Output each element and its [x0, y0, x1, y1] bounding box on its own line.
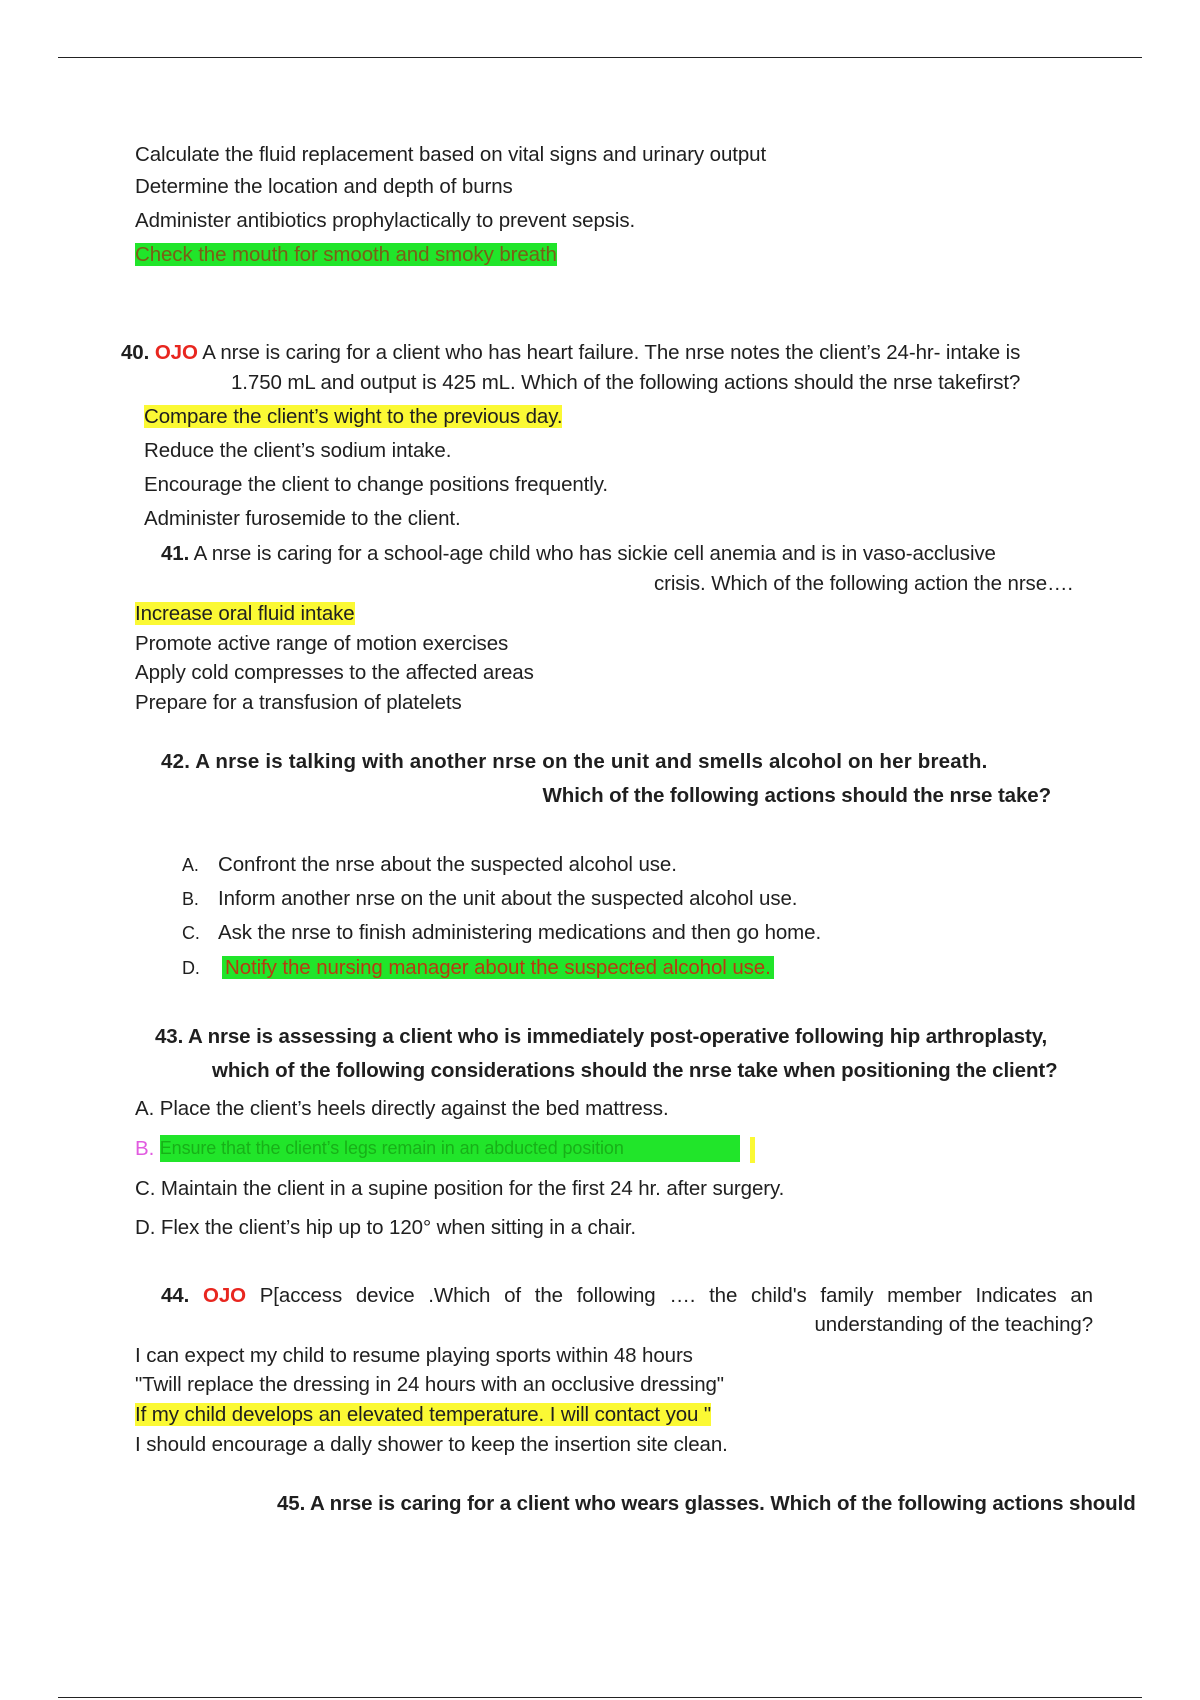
q44-option-b: "Twill replace the dressing in 24 hours with an occlusive dressing"	[135, 1373, 724, 1396]
q41-stem-line1	[161, 540, 996, 567]
ojo-tag: OJO	[154, 341, 198, 364]
answer-highlight: If my child develops an elevated temperature. I will contact you "	[135, 1403, 712, 1426]
q42-stem-line1: 42. A nrse is talking with another nrse on the unit and smells alcohol on her breath.	[161, 750, 988, 773]
q42-option-c	[182, 919, 821, 947]
q40-stem-line1	[121, 339, 1020, 366]
option-text: Confront the nrse about the suspected alcohol use.	[218, 853, 677, 876]
q44-option-d: I should encourage a dally shower to keep the insertion site clean.	[135, 1433, 728, 1456]
q43-option-b-answer	[135, 1135, 755, 1163]
option-letter: B.	[182, 889, 199, 909]
option-letter: A.	[182, 855, 199, 875]
q40-stem-line2: 1.750 mL and output is 425 mL. Which of the following actions should the nrse takefirst?	[231, 371, 1021, 394]
q40-option-d: Administer furosemide to the client.	[144, 507, 461, 530]
q44-option-c-answer	[135, 1401, 711, 1428]
top-rule	[58, 57, 1142, 58]
q39-option-c: Administer antibiotics prophylactically to prevent sepsis.	[135, 209, 636, 232]
question-text: A nrse is caring for a client who has heart failure. The nrse notes the client’s 24-hr- intake is	[202, 341, 1021, 364]
ojo-tag: OJO	[202, 1284, 246, 1307]
q42-option-a	[182, 851, 677, 879]
q44-option-a: I can expect my child to resume playing sports within 48 hours	[135, 1344, 693, 1367]
q40-option-c: Encourage the client to change positions frequently.	[144, 473, 608, 496]
question-number: 40.	[121, 341, 150, 364]
question-text: P[access device .Which of the following …. the child's family member Indicates an	[259, 1284, 1093, 1307]
option-letter: C.	[182, 923, 200, 943]
q43-option-a: A. Place the client’s heels directly against the bed mattress.	[135, 1097, 669, 1120]
q40-option-a-answer	[144, 403, 562, 430]
answer-highlight: Ensure that the client’s legs remain in an abducted position	[160, 1135, 740, 1162]
q45-stem-line1: 45. A nrse is caring for a client who wears glasses. Which of the following actions should	[277, 1492, 1136, 1515]
answer-highlight: Increase oral fluid intake	[135, 602, 355, 625]
option-text: Ask the nrse to finish administering medications and then go home.	[218, 921, 822, 944]
q43-option-d: D. Flex the client’s hip up to 120° when sitting in a chair.	[135, 1216, 636, 1239]
q43-stem-line1: 43. A nrse is assessing a client who is immediately post-operative following hip arthroplasty,	[155, 1025, 1048, 1048]
q44-stem-line1	[161, 1282, 1093, 1309]
q43-option-c: C. Maintain the client in a supine position for the first 24 hr. after surgery.	[135, 1177, 785, 1200]
q42-option-d-answer	[182, 954, 774, 982]
q42-stem-line2: Which of the following actions should the nrse take?	[542, 784, 1051, 807]
question-text: A nrse is caring for a school-age child who has sickie cell anemia and is in vaso-acclusive	[193, 542, 996, 565]
answer-highlight: Compare the client’s wight to the previous day.	[144, 405, 563, 428]
question-number: 41.	[161, 542, 190, 565]
highlight-marker	[750, 1137, 755, 1163]
q43-stem-line2: which of the following considerations should the nrse take when positioning the client?	[212, 1059, 1058, 1082]
q41-option-d: Prepare for a transfusion of platelets	[135, 691, 462, 714]
q40-option-b: Reduce the client’s sodium intake.	[144, 439, 452, 462]
answer-highlight: Notify the nursing manager about the suspected alcohol use.	[222, 956, 774, 979]
q39-option-a: Calculate the fluid replacement based on vital signs and urinary output	[135, 143, 767, 166]
q42-option-b	[182, 885, 797, 913]
q39-option-b: Determine the location and depth of burns	[135, 175, 513, 198]
q44-stem-line2: understanding of the teaching?	[814, 1313, 1093, 1336]
bottom-rule	[58, 1697, 1142, 1698]
answer-highlight: Check the mouth for smooth and smoky breath	[135, 243, 557, 266]
q41-option-b: Promote active range of motion exercises	[135, 632, 509, 655]
option-letter: B.	[135, 1137, 155, 1160]
question-number: 44.	[161, 1284, 190, 1307]
q41-stem-line2: crisis. Which of the following action the nrse….	[653, 572, 1073, 595]
q39-option-d-answer	[135, 241, 557, 268]
option-letter: D.	[182, 958, 200, 978]
option-text: Inform another nrse on the unit about the suspected alcohol use.	[218, 887, 798, 910]
q41-option-a-answer	[135, 600, 355, 627]
q41-option-c: Apply cold compresses to the affected areas	[135, 661, 534, 684]
